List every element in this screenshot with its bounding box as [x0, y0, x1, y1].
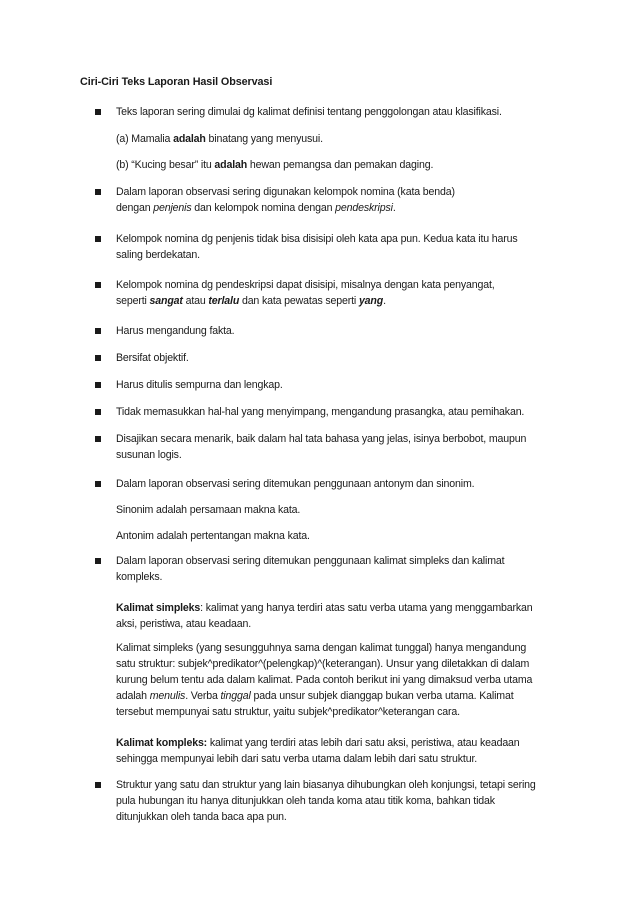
- italic-term: penjenis: [153, 202, 192, 214]
- bullet-marker: [95, 236, 101, 242]
- list-item-tidak-menyimpang: Tidak memasukkan hal-hal yang menyimpang, mengandung prasangka, atau pemihakan.: [116, 406, 525, 418]
- bold-term: Kalimat kompleks:: [116, 737, 208, 749]
- bullet-marker: [95, 436, 101, 442]
- line: Kalimat simpleks (yang sesungguhnya sama dengan kalimat tunggal) hanya mengandung: [116, 642, 527, 654]
- text: dan kata pewatas seperti: [239, 295, 359, 307]
- page-title: Ciri-Ciri Teks Laporan Hasil Observasi: [80, 76, 273, 88]
- text: dengan: [116, 202, 154, 214]
- bold-term: Kalimat simpleks: [116, 602, 201, 614]
- list-item-penjenis: [116, 231, 566, 263]
- bullet-marker: [95, 782, 101, 788]
- line: ditunjukkan oleh tanda baca apa pun.: [116, 811, 287, 823]
- line: Kelompok nomina dg penjenis tidak bisa disisipi oleh kata apa pun. Kedua kata itu harus: [116, 233, 518, 245]
- text: . Verba: [185, 690, 221, 702]
- list-item-antonim-sinonim: Dalam laporan observasi sering ditemukan penggunaan antonym dan sinonim.: [116, 478, 475, 490]
- text: : kalimat yang hanya terdiri atas satu verba utama yang menggambarkan: [200, 602, 533, 614]
- example-a-pre: (a) Mamalia: [116, 133, 174, 145]
- example-a: [116, 131, 566, 147]
- text: .: [383, 295, 386, 307]
- bullet-marker: [95, 409, 101, 415]
- text: kalimat yang terdiri atas lebih dari satu aksi, peristiwa, atau keadaan: [207, 737, 520, 749]
- bullet-marker: [95, 282, 101, 288]
- line: [116, 688, 566, 704]
- line: saling berdekatan.: [116, 249, 200, 261]
- example-b: [116, 157, 566, 173]
- text: dan kelompok nomina dengan: [191, 202, 336, 214]
- line: [116, 735, 566, 751]
- line: Disajikan secara menarik, baik dalam hal tata bahasa yang jelas, isinya berbobot, maupun: [116, 433, 527, 445]
- line: satu struktur: subjek^predikator^(pelengkap)^(keterangan). Unsur yang diletakkan di dalam: [116, 658, 530, 670]
- list-item-pendeskripsi: [116, 277, 566, 309]
- example-a-post: binatang yang menyusui.: [205, 133, 323, 145]
- list-item-kelompok-nomina: [116, 184, 566, 216]
- list-item-definisi: Teks laporan sering dimulai dg kalimat definisi tentang penggolongan atau klasifikasi.: [116, 106, 502, 118]
- line: Dalam laporan observasi sering digunakan kelompok nomina (kata benda): [116, 186, 455, 198]
- line: tersebut mempunyai satu struktur, yaitu subjek^predikator^keterangan cara.: [116, 706, 460, 718]
- definition-simpleks: [116, 600, 566, 632]
- text: .: [392, 202, 396, 214]
- text: adalah: [116, 690, 150, 702]
- example-b-pre: (b) “Kucing besar” itu: [116, 159, 215, 171]
- text: seperti: [116, 295, 150, 307]
- line: [116, 600, 566, 616]
- bullet-marker: [95, 189, 101, 195]
- line: [116, 293, 566, 309]
- list-item-struktur-konjungsi: [116, 777, 566, 825]
- line: aksi, peristiwa, atau keadaan.: [116, 618, 252, 630]
- bullet-marker: [95, 481, 101, 487]
- list-item-menarik: [116, 431, 566, 463]
- bold-italic-term: terlalu: [208, 295, 240, 307]
- bold-italic-term: sangat: [149, 295, 183, 307]
- bullet-marker: [95, 382, 101, 388]
- bullet-marker: [95, 109, 101, 115]
- line: [116, 200, 566, 216]
- example-b-post: hewan pemangsa dan pemakan daging.: [247, 159, 434, 171]
- bullet-marker: [95, 355, 101, 361]
- bullet-marker: [95, 558, 101, 564]
- italic-term: pendeskripsi: [335, 202, 393, 214]
- example-a-bold: adalah: [173, 133, 206, 145]
- definition-sinonim: Sinonim adalah persamaan makna kata.: [116, 504, 301, 516]
- italic-term: menulis: [149, 690, 186, 702]
- italic-term: tinggal: [220, 690, 251, 702]
- definition-antonim: Antonim adalah pertentangan makna kata.: [116, 530, 310, 542]
- line: kurung belum tentu ada dalam kalimat. Pada contoh berikut ini yang dimaksud verba utama: [116, 674, 533, 686]
- text: pada unsur subjek dianggap bukan verba utama. Kalimat: [250, 690, 514, 702]
- line: kompleks.: [116, 571, 163, 583]
- line: sehingga mempunyai lebih dari satu verba utama dalam lebih dari satu struktur.: [116, 753, 478, 765]
- line: Dalam laporan observasi sering ditemukan penggunaan kalimat simpleks dan kalimat: [116, 555, 505, 567]
- list-item-fakta: Harus mengandung fakta.: [116, 325, 235, 337]
- list-item-lengkap: Harus ditulis sempurna dan lengkap.: [116, 379, 283, 391]
- line: susunan logis.: [116, 449, 182, 461]
- line: Kelompok nomina dg pendeskripsi dapat disisipi, misalnya dengan kata penyangat,: [116, 279, 495, 291]
- definition-kompleks: [116, 735, 566, 767]
- paragraph-simpleks: [116, 640, 566, 720]
- list-item-objektif: Bersifat objektif.: [116, 352, 189, 364]
- bold-italic-term: yang: [358, 295, 384, 307]
- text: atau: [182, 295, 209, 307]
- list-item-simpleks-kompleks: [116, 553, 566, 585]
- line: pula hubungan itu hanya ditunjukkan oleh tanda koma atau titik koma, bahkan tidak: [116, 795, 495, 807]
- line: Struktur yang satu dan struktur yang lain biasanya dihubungkan oleh konjungsi, tetapi sering: [116, 779, 536, 791]
- example-b-bold: adalah: [214, 159, 248, 171]
- bullet-marker: [95, 328, 101, 334]
